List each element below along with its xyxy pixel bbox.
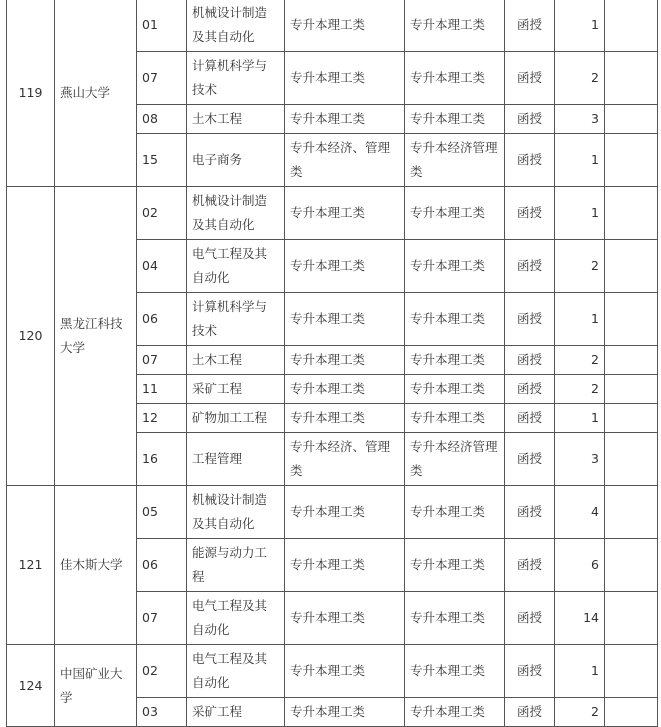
quota-count-cell: 1 (555, 187, 605, 240)
major-code-cell: 07 (137, 592, 187, 645)
major-name-cell: 机械设计制造及其自动化 (187, 0, 285, 52)
enroll-category-cell: 专升本理工类 (405, 240, 505, 293)
enroll-category-cell: 专升本理工类 (405, 404, 505, 433)
table-row (7, 645, 658, 698)
exam-category-cell: 专升本经济、管理类 (285, 433, 405, 486)
study-mode-cell: 函授 (505, 539, 555, 592)
exam-category-cell: 专升本理工类 (285, 293, 405, 346)
study-mode-cell: 函授 (505, 0, 555, 52)
enroll-category-cell: 专升本理工类 (405, 645, 505, 698)
empty-cell (605, 105, 658, 134)
major-name-cell: 计算机科学与技术 (187, 293, 285, 346)
empty-cell (605, 539, 658, 592)
major-name-cell: 采矿工程 (187, 375, 285, 404)
enroll-category-cell: 专升本理工类 (405, 592, 505, 645)
empty-cell (605, 0, 658, 52)
exam-category-cell: 专升本理工类 (285, 187, 405, 240)
school-number-cell: 120 (7, 187, 55, 486)
enroll-category-cell: 专升本经济管理类 (405, 134, 505, 187)
exam-category-cell: 专升本理工类 (285, 0, 405, 52)
exam-category-cell: 专升本理工类 (285, 645, 405, 698)
empty-cell (605, 187, 658, 240)
major-name-cell: 电子商务 (187, 134, 285, 187)
major-code-cell: 07 (137, 52, 187, 105)
study-mode-cell: 函授 (505, 293, 555, 346)
major-name-cell: 矿物加工工程 (187, 404, 285, 433)
school-number-cell: 119 (7, 0, 55, 187)
quota-count-cell: 2 (555, 52, 605, 105)
major-name-cell: 机械设计制造及其自动化 (187, 187, 285, 240)
study-mode-cell: 函授 (505, 134, 555, 187)
school-name-cell: 佳木斯大学 (55, 486, 137, 645)
empty-cell (605, 404, 658, 433)
study-mode-cell: 函授 (505, 240, 555, 293)
exam-category-cell: 专升本理工类 (285, 105, 405, 134)
table-row (7, 187, 658, 240)
enroll-category-cell: 专升本理工类 (405, 52, 505, 105)
quota-count-cell: 1 (555, 404, 605, 433)
exam-category-cell: 专升本理工类 (285, 698, 405, 727)
study-mode-cell: 函授 (505, 346, 555, 375)
table-row (7, 486, 658, 539)
major-code-cell: 02 (137, 645, 187, 698)
quota-count-cell: 14 (555, 592, 605, 645)
major-name-cell: 土木工程 (187, 346, 285, 375)
empty-cell (605, 240, 658, 293)
exam-category-cell: 专升本理工类 (285, 346, 405, 375)
major-code-cell: 06 (137, 293, 187, 346)
major-code-cell: 11 (137, 375, 187, 404)
school-name-cell: 黑龙江科技大学 (55, 187, 137, 486)
enroll-category-cell: 专升本理工类 (405, 293, 505, 346)
empty-cell (605, 375, 658, 404)
quota-count-cell: 2 (555, 375, 605, 404)
enroll-category-cell: 专升本经济管理类 (405, 433, 505, 486)
quota-count-cell: 2 (555, 240, 605, 293)
study-mode-cell: 函授 (505, 433, 555, 486)
exam-category-cell: 专升本理工类 (285, 404, 405, 433)
major-name-cell: 机械设计制造及其自动化 (187, 486, 285, 539)
enroll-category-cell: 专升本理工类 (405, 539, 505, 592)
quota-count-cell: 2 (555, 346, 605, 375)
empty-cell (605, 698, 658, 727)
major-code-cell: 07 (137, 346, 187, 375)
school-number-cell: 121 (7, 486, 55, 645)
major-code-cell: 08 (137, 105, 187, 134)
enroll-category-cell: 专升本理工类 (405, 486, 505, 539)
study-mode-cell: 函授 (505, 592, 555, 645)
enroll-category-cell: 专升本理工类 (405, 105, 505, 134)
exam-category-cell: 专升本理工类 (285, 539, 405, 592)
major-name-cell: 工程管理 (187, 433, 285, 486)
major-name-cell: 电气工程及其自动化 (187, 645, 285, 698)
major-name-cell: 采矿工程 (187, 698, 285, 727)
major-code-cell: 01 (137, 0, 187, 52)
empty-cell (605, 592, 658, 645)
major-code-cell: 02 (137, 187, 187, 240)
major-name-cell: 电气工程及其自动化 (187, 592, 285, 645)
enroll-category-cell: 专升本理工类 (405, 0, 505, 52)
empty-cell (605, 293, 658, 346)
major-code-cell: 12 (137, 404, 187, 433)
exam-category-cell: 专升本经济、管理类 (285, 134, 405, 187)
study-mode-cell: 函授 (505, 52, 555, 105)
enroll-category-cell: 专升本理工类 (405, 375, 505, 404)
exam-category-cell: 专升本理工类 (285, 486, 405, 539)
enroll-category-cell: 专升本理工类 (405, 698, 505, 727)
table-body (7, 0, 658, 727)
school-name-cell: 燕山大学 (55, 0, 137, 187)
exam-category-cell: 专升本理工类 (285, 592, 405, 645)
quota-count-cell: 6 (555, 539, 605, 592)
quota-count-cell: 2 (555, 698, 605, 727)
major-name-cell: 计算机科学与技术 (187, 52, 285, 105)
major-code-cell: 03 (137, 698, 187, 727)
major-code-cell: 06 (137, 539, 187, 592)
enroll-category-cell: 专升本理工类 (405, 187, 505, 240)
major-name-cell: 电气工程及其自动化 (187, 240, 285, 293)
enroll-category-cell: 专升本理工类 (405, 346, 505, 375)
exam-category-cell: 专升本理工类 (285, 52, 405, 105)
major-code-cell: 04 (137, 240, 187, 293)
empty-cell (605, 52, 658, 105)
quota-count-cell: 4 (555, 486, 605, 539)
school-number-cell: 124 (7, 645, 55, 727)
quota-count-cell: 1 (555, 134, 605, 187)
empty-cell (605, 134, 658, 187)
admissions-table (6, 0, 658, 727)
quota-count-cell: 3 (555, 105, 605, 134)
table-row (7, 0, 658, 52)
empty-cell (605, 433, 658, 486)
quota-count-cell: 3 (555, 433, 605, 486)
study-mode-cell: 函授 (505, 486, 555, 539)
major-code-cell: 05 (137, 486, 187, 539)
empty-cell (605, 346, 658, 375)
major-name-cell: 土木工程 (187, 105, 285, 134)
study-mode-cell: 函授 (505, 375, 555, 404)
major-code-cell: 15 (137, 134, 187, 187)
study-mode-cell: 函授 (505, 105, 555, 134)
study-mode-cell: 函授 (505, 645, 555, 698)
school-name-cell: 中国矿业大学 (55, 645, 137, 727)
exam-category-cell: 专升本理工类 (285, 375, 405, 404)
major-name-cell: 能源与动力工程 (187, 539, 285, 592)
quota-count-cell: 1 (555, 0, 605, 52)
empty-cell (605, 645, 658, 698)
major-code-cell: 16 (137, 433, 187, 486)
study-mode-cell: 函授 (505, 187, 555, 240)
quota-count-cell: 1 (555, 645, 605, 698)
study-mode-cell: 函授 (505, 404, 555, 433)
quota-count-cell: 1 (555, 293, 605, 346)
empty-cell (605, 486, 658, 539)
study-mode-cell: 函授 (505, 698, 555, 727)
exam-category-cell: 专升本理工类 (285, 240, 405, 293)
